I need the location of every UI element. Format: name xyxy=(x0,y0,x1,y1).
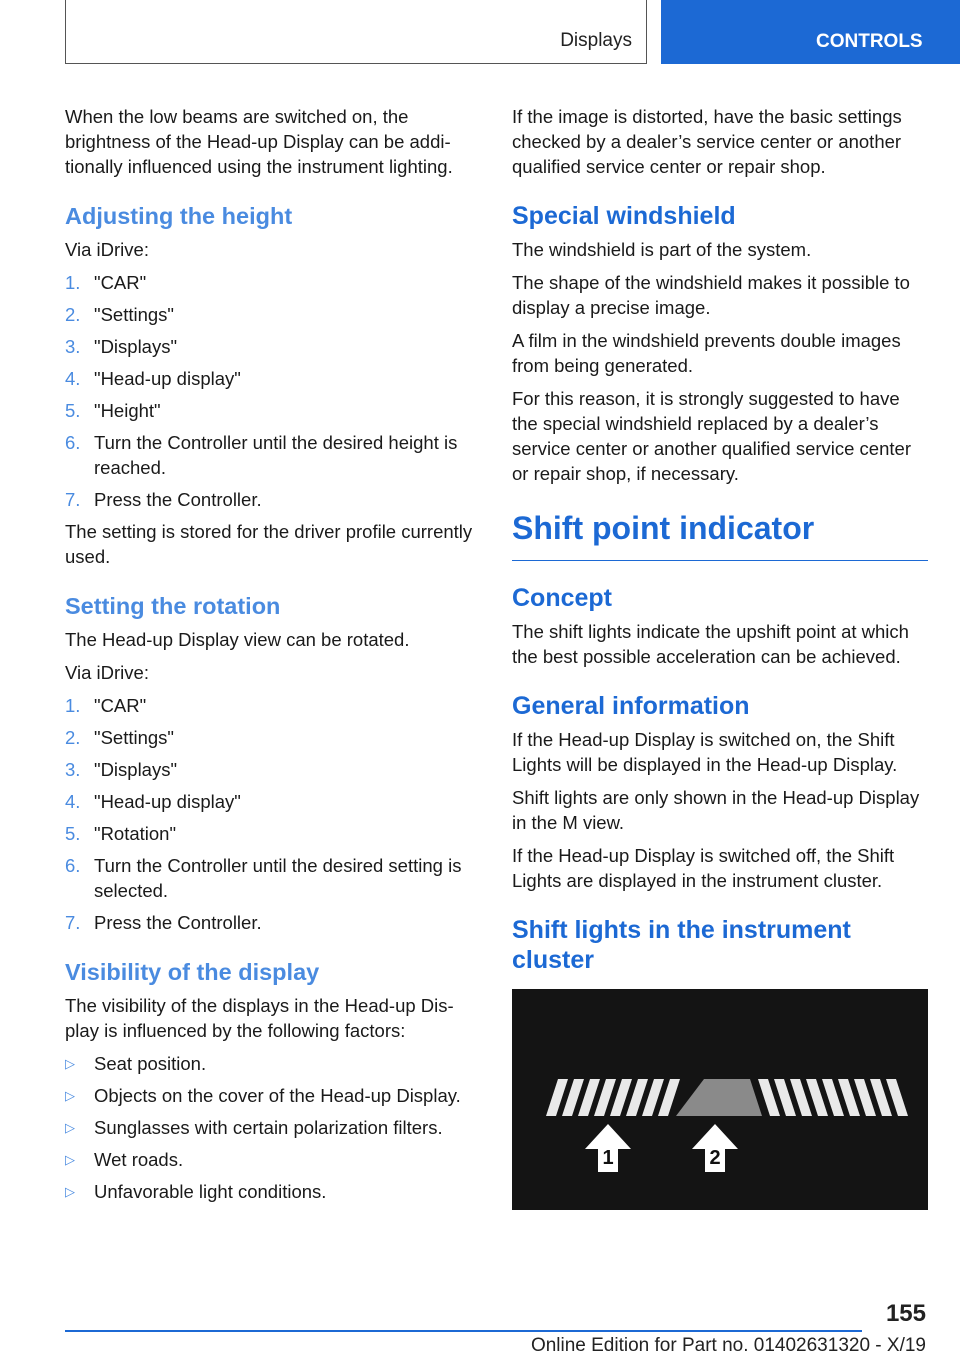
via-idrive-label: Via iDrive: xyxy=(65,662,149,683)
heading-shift-lights-cluster: Shift lights in the instrument cluster xyxy=(512,916,851,974)
concept-paragraph: The shift lights indicate the upshift point at which the best possible acceleration can be achieved. xyxy=(512,621,909,667)
windshield-paragraph-4: For this reason, it is strongly suggested to have the special windshield replaced by a dealer’s service center or another qualified service center or repair shop, if necessary. xyxy=(512,388,911,484)
list-item: 5. "Rotation" xyxy=(65,823,177,844)
list-item: 4. "Head-up display" xyxy=(65,791,241,812)
via-idrive-label: Via iDrive: xyxy=(65,239,149,260)
list-item: 7. Press the Controller. xyxy=(65,489,262,510)
list-item: 1. "CAR" xyxy=(65,695,147,716)
footer-divider xyxy=(65,1330,862,1332)
windshield-paragraph-1: The windshield is part of the system. xyxy=(512,239,812,260)
bullet-triangle-icon: ▷ xyxy=(65,1152,75,1167)
footer-edition: Online Edition for Part no. 01402631320 - X/19 xyxy=(530,1335,926,1356)
list-item: 6. Turn the Controller until the desired setting is selected. xyxy=(65,855,462,901)
shift-lights-figure xyxy=(512,989,928,1210)
distortion-paragraph: If the image is distorted, have the basic settings checked by a dealer’s service center or another qualified service center or repair shop. xyxy=(512,106,902,177)
list-item: 1. "CAR" xyxy=(65,272,147,293)
list-item: 4. "Head-up display" xyxy=(65,368,241,389)
heading-shift-point-indicator: Shift point indicator xyxy=(512,508,928,561)
visibility-paragraph: The visibility of the displays in the Head-up Display is influenced by the following factors: xyxy=(65,995,454,1041)
general-paragraph-3: If the Head-up Display is switched off, the Shift Lights are displayed in the instrument cluster. xyxy=(512,845,895,891)
windshield-paragraph-2: The shape of the windshield makes it possible to display a precise image. xyxy=(512,272,910,318)
heading-visibility: Visibility of the display xyxy=(65,959,320,985)
heading-concept: Concept xyxy=(512,584,612,612)
heading-general-information: General information xyxy=(512,692,750,720)
list-item: ▷ Wet roads. xyxy=(65,1149,184,1170)
height-note: The setting is stored for the driver profile currently used. xyxy=(65,521,473,567)
bullet-triangle-icon: ▷ xyxy=(65,1120,75,1135)
general-paragraph-1: If the Head-up Display is switched on, the Shift Lights will be displayed in the Head-up Display. xyxy=(512,729,898,775)
rotation-steps-list xyxy=(65,693,481,935)
page-number: 155 xyxy=(885,1300,926,1327)
heading-special-windshield: Special windshield xyxy=(512,202,736,230)
list-item: 3. "Displays" xyxy=(65,336,178,357)
list-item: 3. "Displays" xyxy=(65,759,178,780)
list-item: ▷ Sunglasses with certain polarization filters. xyxy=(65,1117,443,1138)
heading-setting-rotation: Setting the rotation xyxy=(65,593,281,619)
list-item: 2. "Settings" xyxy=(65,727,174,748)
list-item: ▷ Seat position. xyxy=(65,1053,207,1074)
list-item: ▷ Unfavorable light conditions. xyxy=(65,1181,327,1202)
bullet-triangle-icon: ▷ xyxy=(65,1184,75,1199)
shift-lights-illustration xyxy=(512,989,928,1210)
heading-adjusting-height: Adjusting the height xyxy=(65,203,293,229)
list-item: 5. "Height" xyxy=(65,400,161,421)
visibility-factors-list xyxy=(65,1051,481,1204)
height-steps-list xyxy=(65,270,481,512)
bullet-triangle-icon: ▷ xyxy=(65,1088,75,1103)
windshield-paragraph-3: A film in the windshield prevents double images from being generated. xyxy=(512,330,901,376)
intro-paragraph: When the low beams are switched on, the brightness of the Head-up Display can be additionally influenced using the instrument lighting. xyxy=(65,106,453,177)
figure-label-1: 1 xyxy=(602,1147,614,1169)
header-section-box xyxy=(65,0,647,64)
list-item: 7. Press the Controller. xyxy=(65,912,262,933)
left-column xyxy=(65,104,481,1211)
list-item: ▷ Objects on the cover of the Head-up Display. xyxy=(65,1085,461,1106)
bullet-triangle-icon: ▷ xyxy=(65,1056,75,1071)
right-column xyxy=(512,104,928,1210)
general-paragraph-2: Shift lights are only shown in the Head-up Display in the M view. xyxy=(512,787,920,833)
header-section-title: Displays xyxy=(560,30,632,51)
header-chapter-tab: CONTROLS xyxy=(661,0,960,64)
rotation-paragraph: The Head-up Display view can be rotated. xyxy=(65,629,410,650)
list-item: 2. "Settings" xyxy=(65,304,174,325)
list-item: 6. Turn the Controller until the desired height is reached. xyxy=(65,432,458,478)
figure-label-2: 2 xyxy=(709,1147,721,1169)
